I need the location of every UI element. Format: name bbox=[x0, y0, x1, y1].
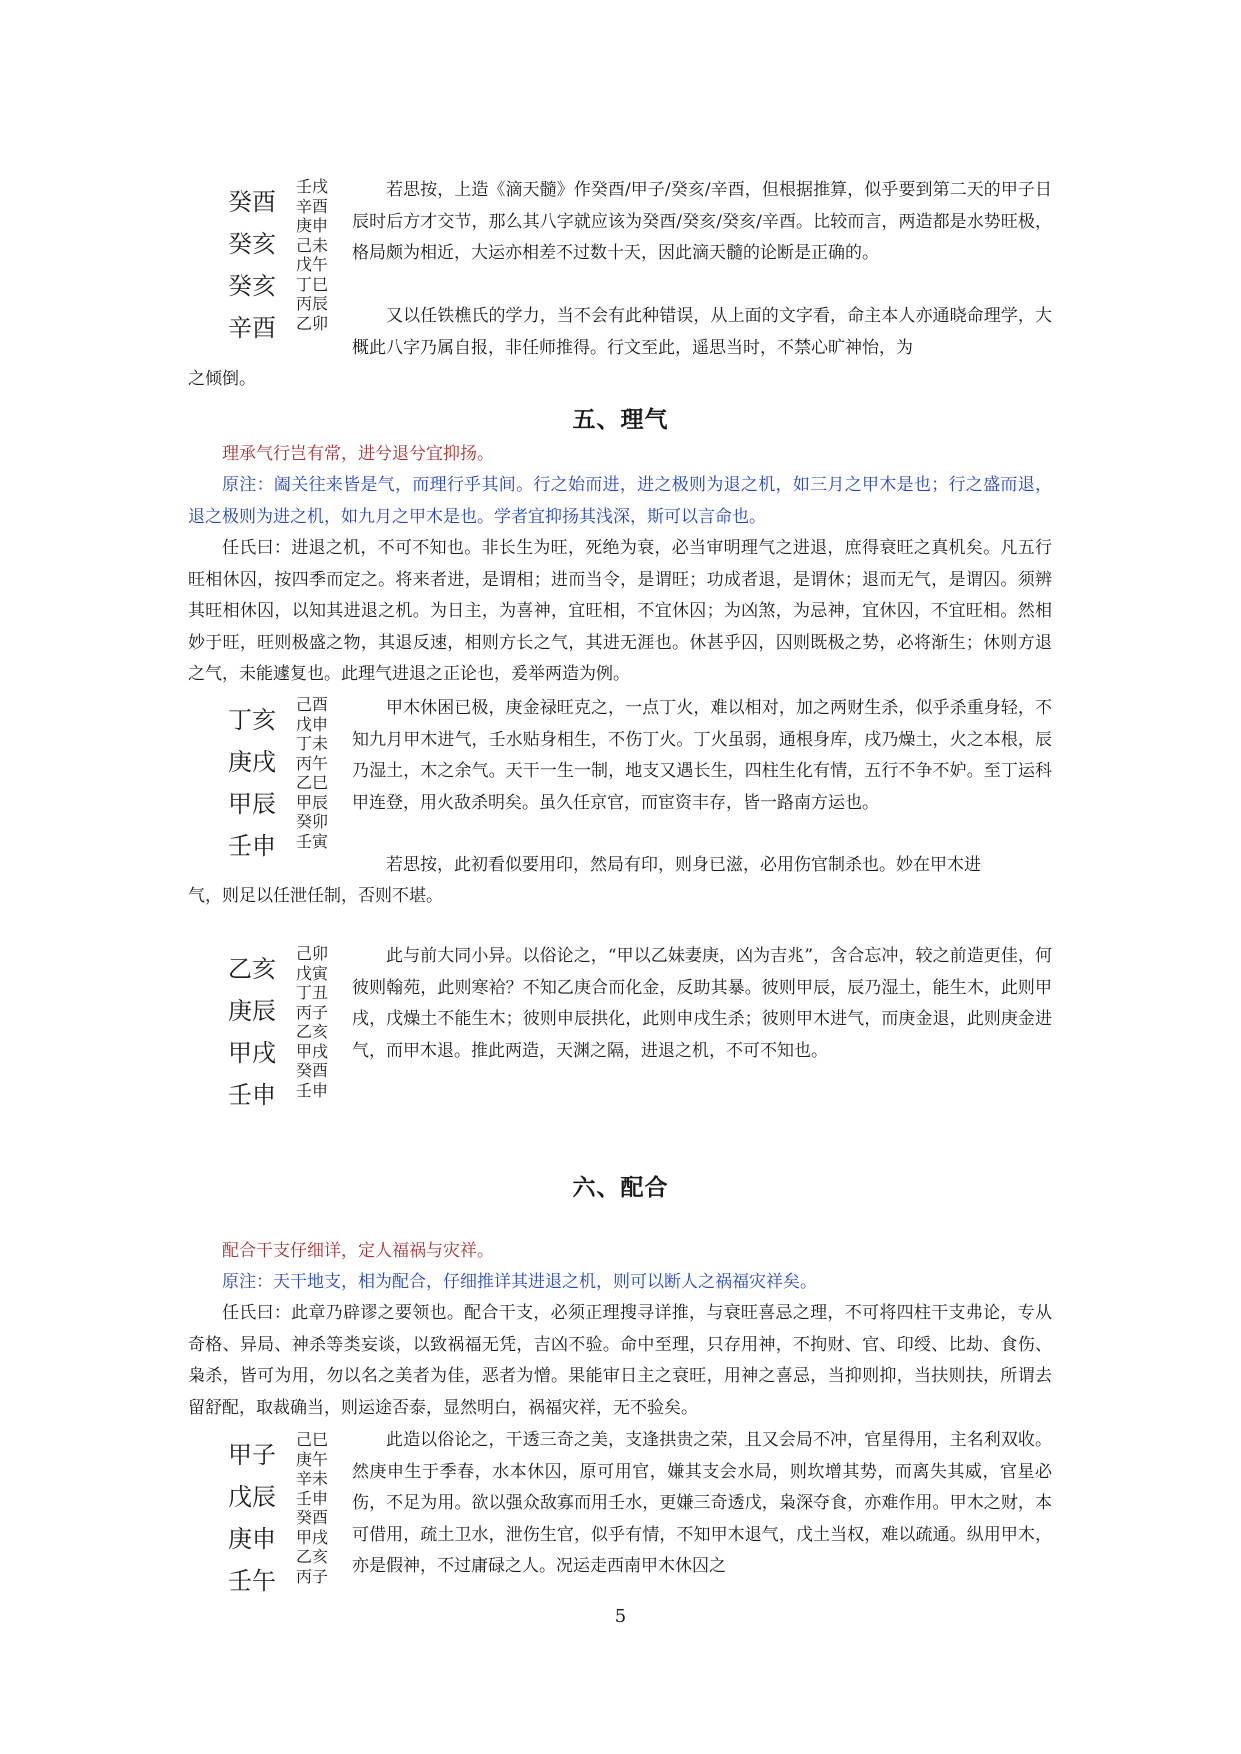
pillar-day: 甲辰 bbox=[228, 790, 276, 818]
original-note: 原注：天干地支，相为配合，仔细推详其进退之机，则可以断人之祸福灾祥矣。 bbox=[222, 1272, 817, 1292]
luck-pillar: 甲戌 bbox=[296, 1527, 329, 1547]
four-pillars bbox=[228, 948, 288, 1116]
translator-comment-tail: 气，则足以任泄任制，否则不堪。 bbox=[188, 886, 443, 906]
chart-commentary: 甲木休困已极，庚金禄旺克之，一点丁火，难以相对，加之两财生杀，似乎杀重身轻，不知九月甲木进气，壬水贴身相生，不伤丁火。丁火虽弱，通根身库，戌乃燥土，火之本根，辰乃湿土，木之余气。天干一生一制，地支又遇长生，四柱生化有情，五行不争不妒。至丁运科甲连登，用火敌杀明矣。虽久任京官，而宦资丰存，皆一路南方运也。 bbox=[352, 698, 1052, 813]
luck-pillar: 癸酉 bbox=[296, 1061, 329, 1080]
luck-pillars bbox=[296, 695, 336, 851]
luck-pillar: 戊申 bbox=[296, 714, 329, 734]
pillar-hour: 壬申 bbox=[228, 832, 276, 860]
pillar-month: 戊辰 bbox=[228, 1483, 276, 1511]
verse-line: 配合干支仔细详，定人福祸与灾祥。 bbox=[222, 1241, 494, 1261]
luck-pillar: 乙亥 bbox=[296, 1022, 329, 1041]
pillar-year: 癸酉 bbox=[228, 188, 276, 216]
pillar-month: 庚辰 bbox=[228, 997, 276, 1025]
commentary-paragraph: 若思按，上造《滴天髓》作癸酉/甲子/癸亥/辛酉，但根据推算，似乎要到第二天的甲子日辰时后方才交节，那么其八字就应该为癸酉/癸亥/癸亥/辛酉。比较而言，两造都是水势旺极，格局颇为相近，大运亦相差不过数十天，因此滴天髓的论断是正确的。 bbox=[352, 180, 1052, 263]
pillar-day: 庚申 bbox=[228, 1525, 276, 1553]
pillar-month: 庚戌 bbox=[228, 748, 276, 776]
luck-pillar: 癸卯 bbox=[296, 812, 329, 831]
four-pillars bbox=[228, 181, 288, 349]
luck-pillar: 丙辰 bbox=[296, 294, 329, 313]
luck-pillar: 壬戌 bbox=[296, 177, 329, 196]
luck-pillar: 己未 bbox=[296, 235, 329, 255]
commentary-paragraph-tail: 之倾倒。 bbox=[188, 369, 256, 389]
luck-pillar: 辛酉 bbox=[296, 196, 329, 216]
pillar-hour: 壬申 bbox=[228, 1081, 276, 1109]
ren-commentary: 任氏曰：进退之机，不可不知也。非长生为旺，死绝为衰，必当审明理气之进退，庶得衰旺之真机矣。凡五行旺相休囚，按四季而定之。将来者进，是谓相；进而当令，是谓旺；功成者退，是谓休；退而无气，是谓囚。须辨其旺相休囚，以知其进退之机。为日主，为喜神，宜旺相，不宜休囚；为凶煞，为忌神，宜休囚，不宜旺相。然相妙于旺，旺则极盛之物，其退反速，相则方长之气，其进无涯也。休甚乎囚，囚则既极之势，必将渐生；休则方退之气，未能遽复也。此理气进退之正论也，爰举两造为例。 bbox=[188, 538, 1052, 684]
verse-line: 理承气行岂有常，进兮退兮宜抑扬。 bbox=[222, 444, 494, 464]
luck-pillar: 甲戌 bbox=[296, 1041, 329, 1061]
pillar-day: 癸亥 bbox=[228, 272, 276, 300]
pillar-year: 甲子 bbox=[228, 1441, 276, 1469]
four-pillars bbox=[228, 1434, 288, 1602]
luck-pillar: 壬申 bbox=[296, 1488, 329, 1508]
luck-pillar: 丙子 bbox=[296, 1566, 329, 1586]
luck-pillar: 戊寅 bbox=[296, 963, 329, 983]
page-number: 5 bbox=[614, 1606, 627, 1627]
luck-pillar: 丁巳 bbox=[296, 274, 329, 294]
luck-pillar: 庚申 bbox=[296, 216, 329, 235]
luck-pillar: 己酉 bbox=[296, 695, 329, 714]
section-heading: 六、配合 bbox=[572, 1174, 669, 1201]
luck-pillar: 辛未 bbox=[296, 1469, 329, 1488]
luck-pillar: 丁丑 bbox=[296, 983, 329, 1002]
luck-pillars bbox=[296, 944, 336, 1100]
translator-comment: 若思按，此初看似要用印，然局有印，则身已滋，必用伤官制杀也。妙在甲木进 bbox=[386, 855, 981, 875]
pillar-day: 甲戌 bbox=[228, 1039, 276, 1067]
four-pillars bbox=[228, 699, 288, 867]
luck-pillar: 戊午 bbox=[296, 255, 329, 274]
luck-pillar: 癸酉 bbox=[296, 1508, 329, 1527]
pillar-year: 丁亥 bbox=[228, 706, 276, 734]
chart-commentary: 此与前大同小异。以俗论之，“甲以乙妹妻庚，凶为吉兆”，含合忘冲，较之前造更佳，何彼则翰苑，此则寒袷？不知乙庚合而化金，反助其暴。彼则甲辰，辰乃湿土，能生木，此则甲戌，戊燥土不能生木；彼则申辰拱化，此则申戌生杀；彼则甲木进气，而庚金退，此则庚金进气，而甲木退。推此两造，天渊之隔，进退之机，不可不知也。 bbox=[352, 946, 1052, 1061]
luck-pillar: 丙午 bbox=[296, 753, 329, 773]
luck-pillar: 丁未 bbox=[296, 734, 329, 753]
luck-pillar: 壬申 bbox=[296, 1080, 329, 1100]
luck-pillar: 壬寅 bbox=[296, 831, 329, 851]
luck-pillar: 己巳 bbox=[296, 1430, 329, 1449]
pillar-hour: 辛酉 bbox=[228, 314, 276, 342]
section-heading: 五、理气 bbox=[572, 406, 669, 433]
commentary-paragraph: 又以任铁樵氏的学力，当不会有此种错误，从上面的文字看，命主本人亦通晓命理学，大概此八字乃属自报，非任师推得。行文至此，遥思当时，不禁心旷神怡，为 bbox=[352, 306, 1052, 358]
luck-pillar: 丙子 bbox=[296, 1002, 329, 1022]
luck-pillar: 乙亥 bbox=[296, 1547, 329, 1566]
ren-commentary: 任氏曰：此章乃辟谬之要领也。配合干支，必须正理搜寻详推，与衰旺喜忌之理，不可将四柱干支弗论，专从奇格、异局、神杀等类妄谈，以致祸福无凭，吉凶不验。命中至理，只存用神，不拘财、官、印绶、比劫、食伤、枭杀，皆可为用，勿以名之美者为佳，恶者为憎。果能审日主之衰旺，用神之喜忌，当抑则抑，当扶则扶，所谓去留舒配，取裁确当，则运途否泰，显然明白，祸福灾祥，无不验矣。 bbox=[188, 1303, 1052, 1418]
luck-pillar: 乙卯 bbox=[296, 313, 329, 333]
luck-pillar: 庚午 bbox=[296, 1449, 329, 1469]
luck-pillar: 甲辰 bbox=[296, 792, 329, 812]
pillar-month: 癸亥 bbox=[228, 230, 276, 258]
luck-pillars bbox=[296, 177, 336, 333]
luck-pillar: 己卯 bbox=[296, 944, 329, 963]
pillar-year: 乙亥 bbox=[228, 955, 276, 983]
luck-pillars bbox=[296, 1430, 336, 1586]
luck-pillar: 乙巳 bbox=[296, 773, 329, 792]
pillar-hour: 壬午 bbox=[228, 1567, 276, 1595]
chart-commentary: 此造以俗论之，干透三奇之美，支逢拱贵之荣，且又会局不冲，官星得用，主名利双收。然庚申生于季春，水本休囚，原可用官，嫌其支会水局，则坎增其势，而离失其威，官星必伤，不足为用。欲以强众敌寡而用壬水，更嫌三奇透戊，枭深夺食，亦难作用。甲木之财，本可借用，疏土卫水，泄伤生官，似乎有情，不知甲木退气，戊土当权，难以疏通。纵用甲木，亦是假神，不过庸碌之人。况运走西南甲木休囚之 bbox=[352, 1430, 1052, 1576]
original-note: 原注：阖关往来皆是气，而理行乎其间。行之始而进，进之极则为退之机，如三月之甲木是也；行之盛而退，退之极则为进之机，如九月之甲木是也。学者宜抑扬其浅深，斯可以言命也。 bbox=[188, 475, 1052, 527]
